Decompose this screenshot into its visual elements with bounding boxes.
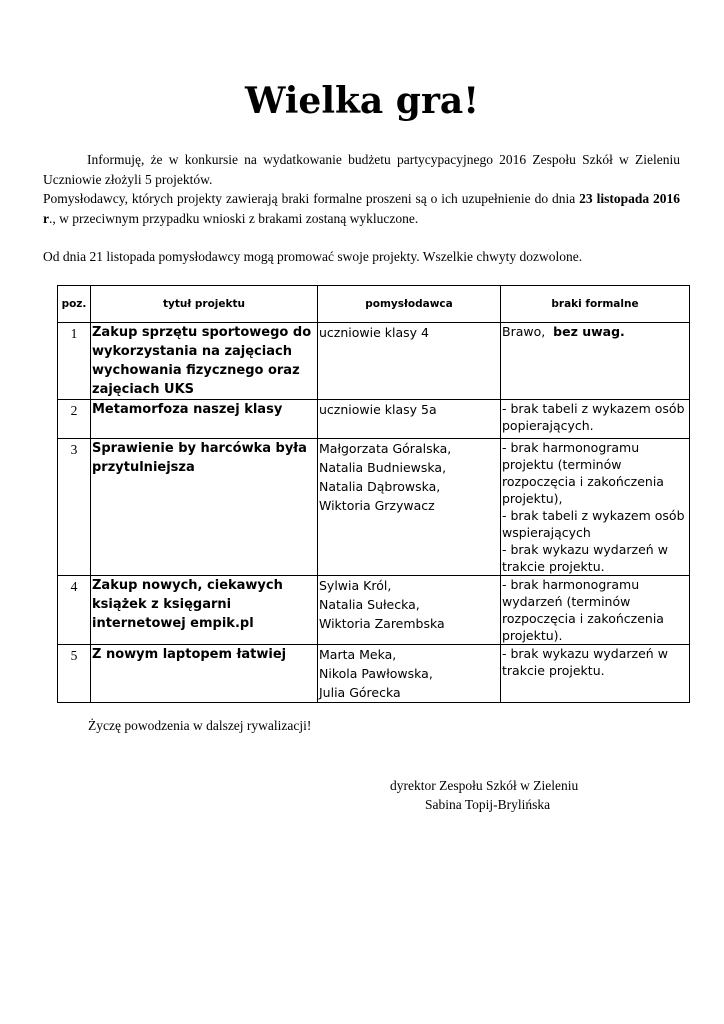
intro-section bbox=[43, 150, 680, 267]
author-name: Natalia Dąbrowska, bbox=[319, 479, 441, 494]
gaps-none-badge: bez uwag. bbox=[553, 324, 625, 339]
author-name: Julia Górecka bbox=[319, 685, 401, 700]
deadline-text-before: Pomysłodawcy, których projekty zawierają braki formalne proszeni są o ich uzupełnienie do dnia bbox=[43, 191, 580, 206]
formal-gaps bbox=[501, 576, 690, 645]
row-number: 5 bbox=[58, 645, 91, 703]
gaps-prefix: Brawo, bbox=[502, 324, 554, 339]
project-title: Z nowym laptopem łatwiej bbox=[91, 645, 318, 703]
formal-gaps bbox=[501, 439, 690, 576]
deadline-text-after: ., w przeciwnym przypadku wnioski z brakami zostaną wykluczone. bbox=[49, 210, 419, 226]
author-name: Natalia Budniewska, bbox=[319, 460, 447, 475]
formal-gaps bbox=[501, 323, 690, 400]
author-name: Sylwia Król, bbox=[319, 578, 392, 593]
author-name: Wiktoria Grzywacz bbox=[319, 498, 435, 513]
formal-gaps bbox=[501, 645, 690, 703]
gap-item: - brak wykazu wydarzeń w trakcie projektu. bbox=[502, 542, 668, 574]
project-authors bbox=[318, 323, 501, 400]
gap-item: - brak tabeli z wykazem osób popierających. bbox=[502, 401, 685, 433]
signature-role: dyrektor Zespołu Szkół w Zieleniu bbox=[390, 778, 579, 793]
table-row bbox=[58, 576, 690, 645]
row-number: 4 bbox=[58, 576, 91, 645]
table-header-row bbox=[58, 286, 690, 323]
project-title: Zakup sprzętu sportowego do wykorzystania na zajęciach wychowania fizycznego oraz zajęciach UKS bbox=[91, 323, 318, 400]
author-name: Marta Meka, bbox=[319, 647, 397, 662]
signature-name: Sabina Topij-Brylińska bbox=[425, 797, 551, 812]
header-formal-gaps: braki formalne bbox=[501, 286, 690, 323]
header-author: pomysłodawca bbox=[318, 286, 501, 323]
intro-paragraph-deadline bbox=[43, 189, 680, 228]
table-row bbox=[58, 400, 690, 439]
project-authors bbox=[318, 645, 501, 703]
gap-item: - brak harmonogramu wydarzeń (terminów rozpoczęcia i zakończenia projektu). bbox=[502, 577, 664, 643]
project-authors bbox=[318, 439, 501, 576]
row-number: 2 bbox=[58, 400, 91, 439]
intro-paragraph-promotion: Od dnia 21 listopada pomysłodawcy mogą promować swoje projekty. Wszelkie chwyty dozwolone. bbox=[43, 249, 583, 264]
project-title: Zakup nowych, ciekawych książek z księgarni internetowej empik.pl bbox=[91, 576, 318, 645]
document-title: Wielka gra! bbox=[244, 80, 480, 122]
author-name: uczniowie klasy 4 bbox=[319, 325, 429, 340]
gap-item: - brak wykazu wydarzeń w trakcie projektu. bbox=[502, 646, 668, 678]
project-authors bbox=[318, 576, 501, 645]
project-title: Metamorfoza naszej klasy bbox=[91, 400, 318, 439]
project-title: Sprawienie by harcówka była przytulniejsza bbox=[91, 439, 318, 576]
table-row bbox=[58, 323, 690, 400]
row-number: 3 bbox=[58, 439, 91, 576]
signature-block bbox=[390, 776, 650, 814]
author-name: Małgorzata Góralska, bbox=[319, 441, 452, 456]
row-number: 1 bbox=[58, 323, 91, 400]
intro-paragraph-contest: Informuję, że w konkursie na wydatkowanie budżetu partycypacyjnego 2016 Zespołu Szkół w Zieleniu Uczniowie złożyli 5 projektów. bbox=[43, 152, 680, 187]
gap-item: - brak tabeli z wykazem osób wspierających bbox=[502, 508, 685, 540]
gap-item: - brak harmonogramu projektu (terminów rozpoczęcia i zakończenia projektu), bbox=[502, 440, 664, 506]
projects-table bbox=[57, 285, 690, 703]
deadline-date: 23 listopada 2016 r bbox=[43, 191, 680, 226]
closing-wish: Życzę powodzenia w dalszej rywalizacji! bbox=[88, 718, 312, 733]
author-name: Natalia Sułecka, bbox=[319, 597, 420, 612]
header-project-title: tytuł projektu bbox=[91, 286, 318, 323]
project-authors bbox=[318, 400, 501, 439]
author-name: Wiktoria Zarembska bbox=[319, 616, 445, 631]
author-name: uczniowie klasy 5a bbox=[319, 402, 437, 417]
table-row bbox=[58, 439, 690, 576]
author-name: Nikola Pawłowska, bbox=[319, 666, 433, 681]
formal-gaps bbox=[501, 400, 690, 439]
header-position: poz. bbox=[58, 286, 91, 323]
table-row bbox=[58, 645, 690, 703]
